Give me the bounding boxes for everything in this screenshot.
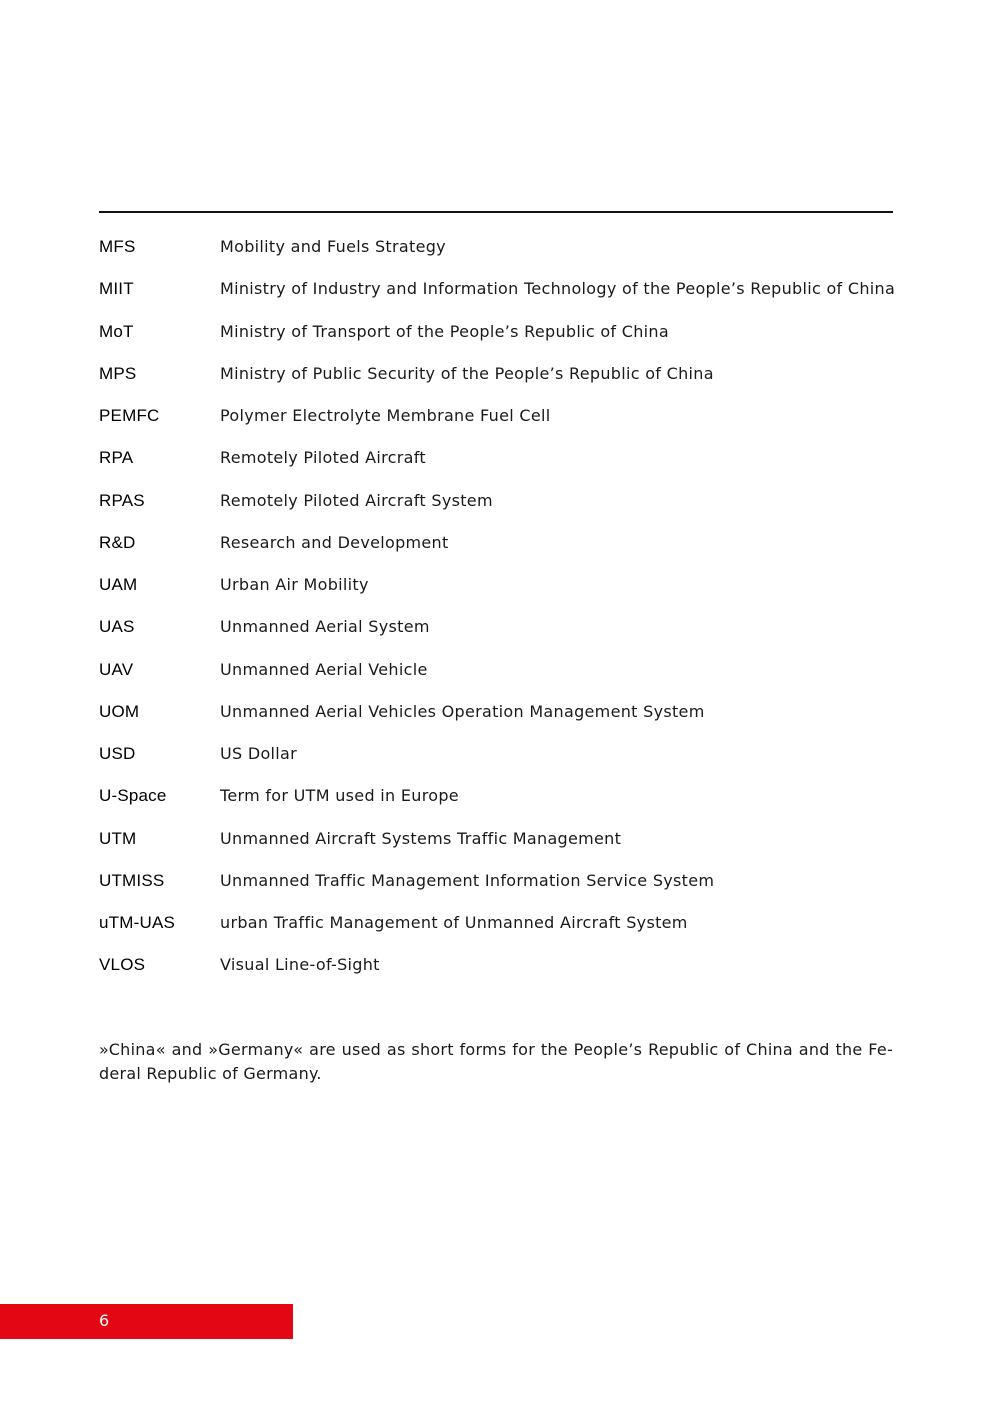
short-forms-note: »China« and »Germany« are used as short forms for the People’s Republic of China and the Fe-deral Republic of Germany. bbox=[99, 1040, 893, 1083]
abbreviation-term: UAV bbox=[99, 659, 134, 679]
abbreviation-definition: Urban Air Mobility bbox=[220, 575, 369, 594]
abbreviation-row bbox=[99, 268, 899, 310]
abbreviation-definition: Term for UTM used in Europe bbox=[220, 786, 459, 806]
abbreviation-row bbox=[99, 522, 899, 564]
abbreviation-definition: Remotely Piloted Aircraft bbox=[220, 448, 426, 468]
header-rule bbox=[99, 211, 893, 213]
abbreviation-row bbox=[99, 691, 899, 733]
abbreviation-term: MoT bbox=[99, 321, 134, 341]
abbreviation-term: USD bbox=[99, 744, 136, 763]
abbreviation-list bbox=[99, 226, 899, 987]
abbreviation-row bbox=[99, 564, 899, 606]
abbreviation-definition: Ministry of Industry and Information Technology of the People’s Republic of China bbox=[220, 279, 896, 299]
abbreviation-term: R&D bbox=[99, 532, 136, 552]
abbreviation-definition: Unmanned Aircraft Systems Traffic Management bbox=[220, 828, 622, 848]
page-number: 6 bbox=[99, 1311, 110, 1330]
abbreviation-term: UOM bbox=[99, 701, 140, 721]
abbreviation-term: UTMISS bbox=[99, 870, 165, 890]
abbreviation-row bbox=[99, 902, 899, 944]
abbreviation-row bbox=[99, 860, 899, 902]
abbreviation-term: PEMFC bbox=[99, 406, 160, 425]
abbreviation-definition: Mobility and Fuels Strategy bbox=[220, 237, 446, 256]
abbreviation-row bbox=[99, 733, 899, 775]
abbreviation-row bbox=[99, 606, 899, 648]
abbreviation-definition: Unmanned Aerial System bbox=[220, 617, 430, 637]
abbreviation-definition: Visual Line-of-Sight bbox=[220, 955, 380, 975]
abbreviation-term: MIIT bbox=[99, 279, 134, 299]
abbreviation-row bbox=[99, 480, 899, 522]
abbreviation-definition: Unmanned Traffic Management Information Service System bbox=[220, 870, 715, 890]
abbreviation-term: MFS bbox=[99, 237, 136, 256]
abbreviation-term: UTM bbox=[99, 828, 137, 848]
abbreviation-term: UAS bbox=[99, 617, 135, 637]
abbreviation-row bbox=[99, 311, 899, 353]
abbreviation-definition: Unmanned Aerial Vehicle bbox=[220, 659, 428, 679]
abbreviation-definition: Polymer Electrolyte Membrane Fuel Cell bbox=[220, 406, 551, 425]
abbreviation-row bbox=[99, 437, 899, 479]
abbreviation-term: VLOS bbox=[99, 955, 146, 975]
abbreviation-definition: Remotely Piloted Aircraft System bbox=[220, 490, 493, 510]
abbreviation-definition: Research and Development bbox=[220, 532, 449, 552]
abbreviation-row bbox=[99, 353, 899, 395]
abbreviation-term: UAM bbox=[99, 575, 138, 594]
abbreviation-definition: urban Traffic Management of Unmanned Aircraft System bbox=[220, 913, 688, 932]
abbreviation-term: uTM-UAS bbox=[99, 913, 176, 932]
abbreviation-definition: US Dollar bbox=[220, 744, 298, 763]
abbreviation-row bbox=[99, 395, 899, 437]
page-number-band bbox=[0, 1304, 293, 1339]
abbreviation-row bbox=[99, 944, 899, 986]
abbreviation-term: RPAS bbox=[99, 490, 145, 510]
abbreviation-definition: Ministry of Public Security of the People’s Republic of China bbox=[220, 363, 714, 383]
abbreviation-definition: Ministry of Transport of the People’s Republic of China bbox=[220, 321, 669, 341]
abbreviation-row bbox=[99, 775, 899, 817]
abbreviation-term: U-Space bbox=[99, 786, 167, 806]
abbreviation-term: MPS bbox=[99, 363, 137, 383]
abbreviation-row bbox=[99, 818, 899, 860]
abbreviation-definition: Unmanned Aerial Vehicles Operation Management System bbox=[220, 701, 705, 721]
abbreviation-row bbox=[99, 649, 899, 691]
abbreviation-row bbox=[99, 226, 899, 268]
abbreviation-term: RPA bbox=[99, 448, 134, 468]
